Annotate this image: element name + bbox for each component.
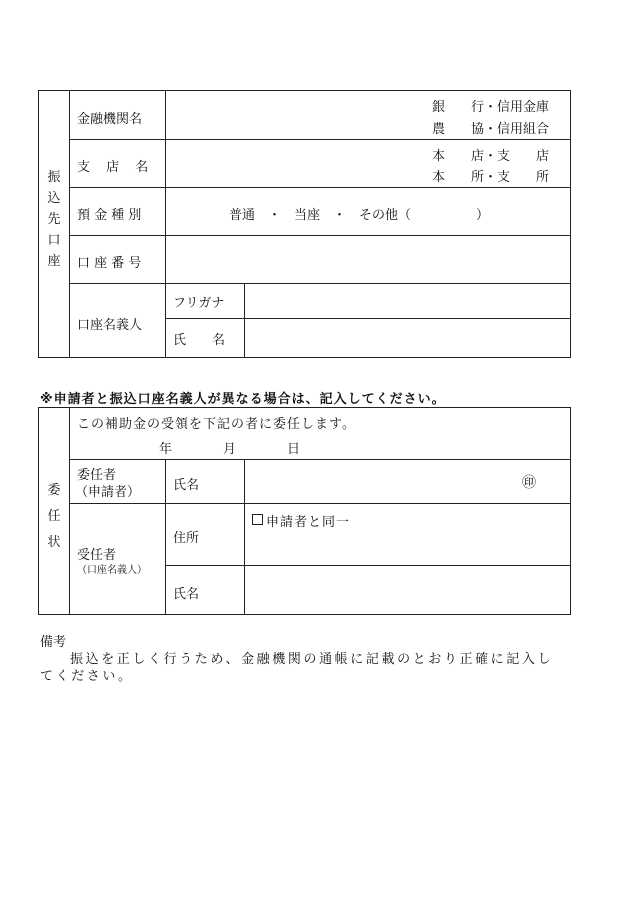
deposit-type-label: 預 金 種 別 bbox=[77, 208, 142, 223]
holder-name-label: 氏 名 bbox=[173, 333, 226, 348]
bank-type-line2: 農 協・信用組合 bbox=[432, 122, 550, 137]
divider bbox=[69, 91, 70, 357]
transfer-side-title: 振 込 先 口 座 bbox=[47, 170, 61, 269]
deposit-type-options[interactable]: 普通 ・ 当座 ・ その他（ ） bbox=[229, 208, 490, 223]
divider bbox=[165, 459, 166, 614]
furigana-field[interactable] bbox=[245, 284, 570, 318]
divider bbox=[69, 408, 70, 614]
bank-name-label: 金融機関名 bbox=[77, 112, 143, 127]
bank-name-field[interactable] bbox=[166, 91, 426, 138]
account-number-field[interactable] bbox=[166, 236, 570, 283]
furigana-label: フリガナ bbox=[173, 296, 225, 311]
date-month: 月 bbox=[223, 442, 237, 457]
note-heading: ※申請者と振込口座名義人が異なる場合は、記入してください。 bbox=[40, 392, 446, 407]
divider bbox=[69, 187, 571, 188]
remarks-line1: 振込を正しく行うため、金融機関の通帳に記載のとおり正確に記入し bbox=[70, 652, 554, 667]
delegate-sub-label: （口座名義人） bbox=[77, 565, 147, 576]
account-number-label: 口 座 番 号 bbox=[77, 256, 142, 271]
holder-name-field[interactable] bbox=[245, 319, 570, 357]
remarks-line2: てください。 bbox=[40, 669, 134, 684]
delegator-sub-label: （申請者） bbox=[75, 485, 141, 500]
delegate-name-label: 氏名 bbox=[173, 587, 200, 602]
delegate-label: 受任者 bbox=[77, 548, 117, 563]
bank-type-line1: 銀 行・信用金庫 bbox=[432, 100, 550, 115]
branch-name-field[interactable] bbox=[166, 140, 426, 187]
transfer-account-table bbox=[38, 90, 571, 358]
branch-type-line2: 本 所・支 所 bbox=[432, 170, 550, 185]
address-label: 住所 bbox=[173, 531, 200, 546]
branch-name-label: 支 店 名 bbox=[77, 160, 155, 175]
seal-icon: ㊞ bbox=[522, 475, 536, 491]
same-as-applicant-label: 申請者と同一 bbox=[266, 515, 351, 530]
date-year: 年 bbox=[159, 442, 173, 457]
same-as-applicant-checkbox[interactable] bbox=[252, 514, 263, 525]
proxy-side-title: 委 任 状 bbox=[47, 483, 61, 550]
proxy-statement: この補助金の受領を下記の者に委任します。 bbox=[77, 417, 356, 432]
delegator-name-label: 氏名 bbox=[173, 478, 200, 493]
date-day: 日 bbox=[287, 442, 301, 457]
address-field[interactable] bbox=[245, 528, 570, 564]
remarks-title: 備考 bbox=[40, 635, 67, 650]
delegator-label: 委任者 bbox=[77, 468, 117, 483]
account-holder-label: 口座名義人 bbox=[77, 318, 143, 333]
delegate-name-field[interactable] bbox=[245, 566, 570, 614]
branch-type-line1: 本 店・支 店 bbox=[432, 149, 550, 164]
divider bbox=[69, 503, 571, 504]
proxy-table bbox=[38, 407, 571, 615]
